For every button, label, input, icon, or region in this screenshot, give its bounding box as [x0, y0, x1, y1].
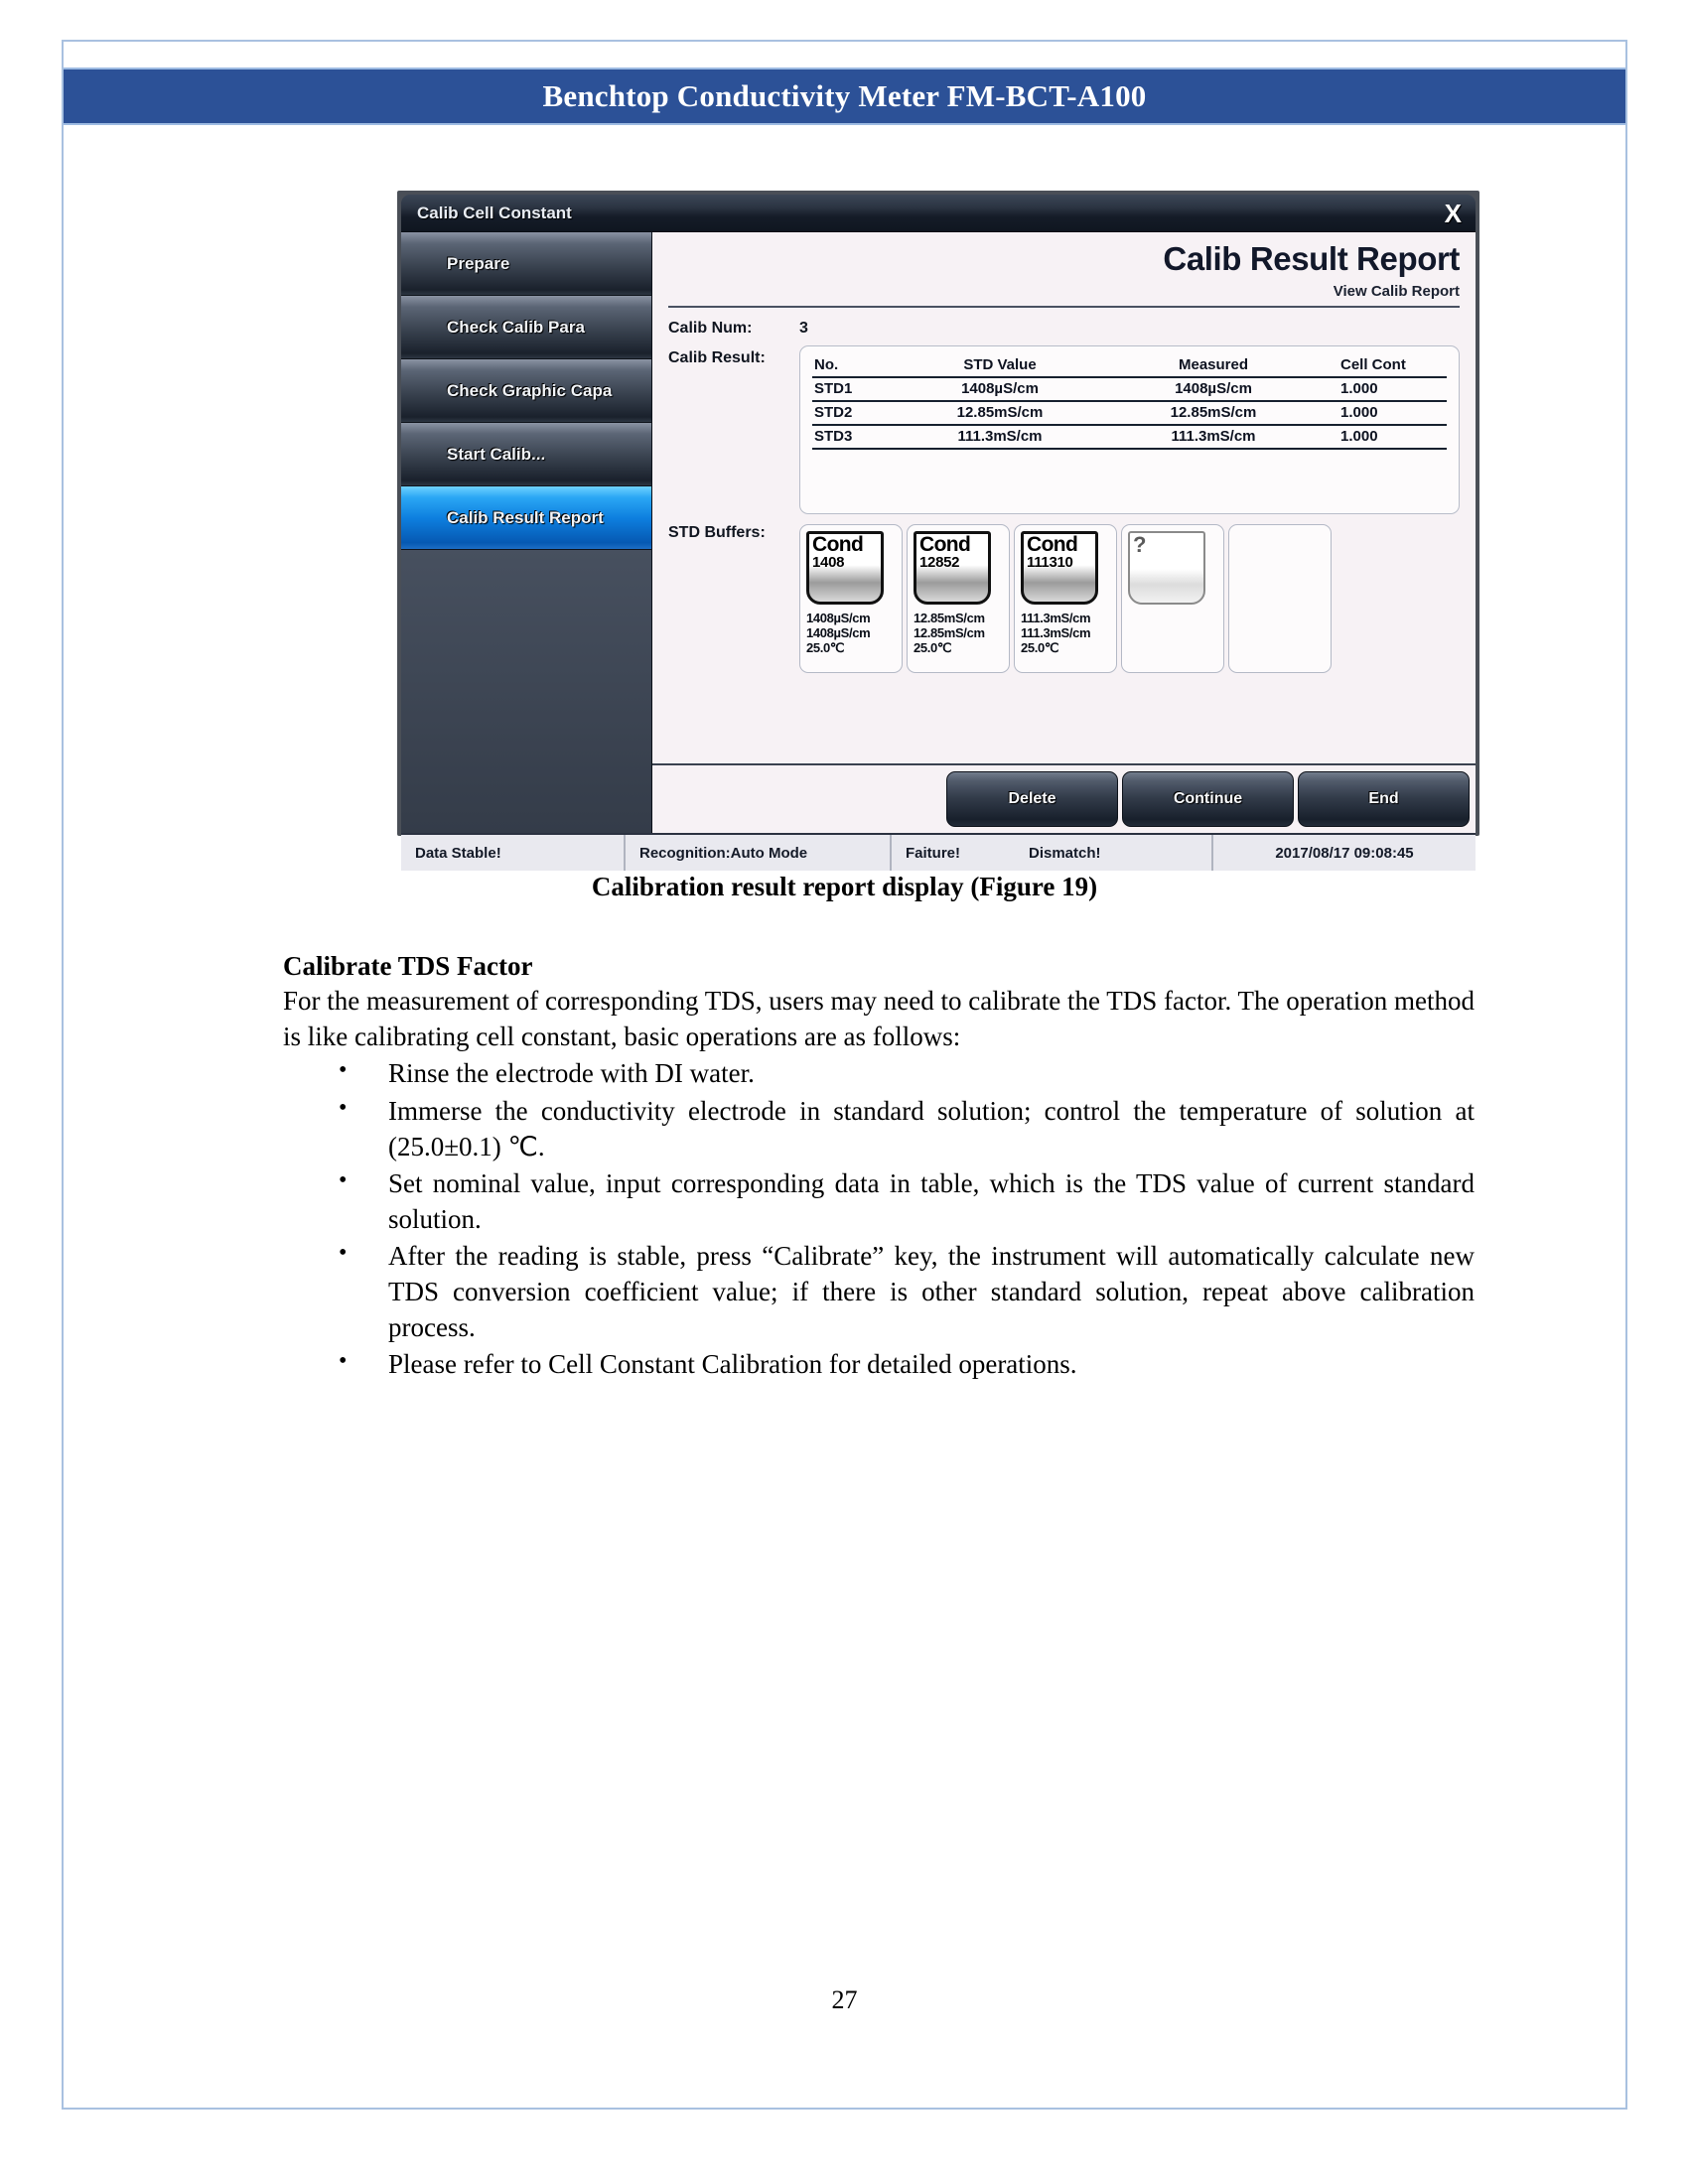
figure-caption: Calibration result report display (Figure 19)	[591, 872, 1098, 901]
sidebar-item-start-calib[interactable]	[401, 423, 651, 486]
sidebar-item-label: Start Calib...	[447, 444, 546, 464]
cell-std-value: 1408µS/cm	[896, 377, 1104, 401]
beaker-title: Cond	[812, 532, 864, 556]
cell-std-value: 12.85mS/cm	[896, 401, 1104, 425]
cell-cell-cont: 1.000	[1323, 377, 1447, 401]
page-title: Benchtop Conductivity Meter FM-BCT-A100	[542, 78, 1147, 113]
calib-result-table	[812, 354, 1447, 450]
intro-paragraph: For the measurement of corresponding TDS, users may need to calibrate the TDS factor. The operation method is like calibrating cell constant, basic operations are as follows:	[283, 986, 1475, 1051]
device-statusbar	[401, 833, 1476, 871]
buffer-temperature: 25.0℃	[1021, 640, 1059, 656]
close-icon[interactable]: X	[1444, 198, 1462, 228]
sidebar-item-label: Calib Result Report	[447, 507, 604, 527]
column-header-cell-cont: Cell Cont	[1323, 354, 1447, 377]
beaker-icon	[806, 531, 884, 605]
device-main-panel	[652, 232, 1476, 833]
buffer-std-value: 12.85mS/cm	[914, 610, 985, 625]
list-item: • After the reading is stable, press “Calibrate” key, the instrument will automatically calculate new TDS conversion coefficient value; if there is other standard solution, repeat above calibration process.	[339, 1239, 1475, 1345]
table-row	[812, 377, 1447, 401]
sidebar-item-prepare[interactable]	[401, 232, 651, 296]
status-timestamp: 2017/08/17 09:08:45	[1275, 844, 1414, 862]
buffer-measured-value: 111.3mS/cm	[1021, 624, 1091, 640]
device-main-content	[652, 232, 1476, 763]
beaker-icon	[1021, 531, 1098, 605]
table-row	[812, 425, 1447, 449]
column-header-measured: Measured	[1104, 354, 1323, 377]
instruction-list	[283, 1056, 1475, 1383]
device-screen	[401, 195, 1476, 862]
cell-measured: 111.3mS/cm	[1104, 425, 1323, 449]
table-row	[812, 401, 1447, 425]
device-screenshot-figure	[397, 191, 1479, 862]
continue-button[interactable]: Continue	[1122, 771, 1294, 827]
buffer-card-1[interactable]	[799, 524, 903, 673]
buffer-readings	[914, 611, 1004, 656]
buffer-std-value: 1408µS/cm	[806, 610, 871, 625]
list-item: • Rinse the electrode with DI water.	[339, 1056, 1475, 1092]
beaker-title: Cond	[1027, 532, 1078, 556]
buffer-temperature: 25.0℃	[914, 640, 952, 656]
sidebar-item-label: Check Graphic Capa	[447, 380, 613, 400]
status-recognition-mode: Recognition:Auto Mode	[626, 835, 892, 871]
action-button-bar	[652, 763, 1476, 833]
device-titlebar-text: Calib Cell Constant	[417, 203, 572, 222]
section-heading: Calibrate TDS Factor	[283, 951, 533, 981]
table-header-row	[812, 354, 1447, 377]
sidebar-item-label: Prepare	[447, 253, 510, 273]
buffer-readings	[806, 611, 897, 656]
cell-measured: 12.85mS/cm	[1104, 401, 1323, 425]
question-mark-icon: ?	[1133, 531, 1147, 557]
calib-result-label: Calib Result:	[668, 348, 766, 366]
sidebar-filler	[401, 550, 651, 833]
column-header-no: No.	[812, 354, 896, 377]
beaker-icon	[914, 531, 991, 605]
beaker-number: 12852	[919, 554, 960, 572]
beaker-number: 1408	[812, 554, 845, 572]
cell-cell-cont: 1.000	[1323, 425, 1447, 449]
document-body	[283, 951, 1475, 1383]
sidebar-item-check-calib-para[interactable]	[401, 296, 651, 359]
buffer-temperature: 25.0℃	[806, 640, 845, 656]
beaker-unknown-icon	[1128, 531, 1205, 605]
buffer-std-value: 111.3mS/cm	[1021, 610, 1091, 625]
delete-button[interactable]: Delete	[946, 771, 1118, 827]
buffer-card-5-empty[interactable]	[1228, 524, 1332, 673]
buffer-card-4-unknown[interactable]	[1121, 524, 1224, 673]
device-sidebar	[401, 232, 652, 833]
buffer-card-2[interactable]	[907, 524, 1010, 673]
std-buffers-label: STD Buffers:	[668, 523, 766, 541]
view-calib-report-link[interactable]: View Calib Report	[1333, 282, 1460, 300]
device-titlebar	[401, 195, 1476, 232]
report-title: Calib Result Report	[1163, 240, 1460, 277]
end-button[interactable]: End	[1298, 771, 1470, 827]
sidebar-item-label: Check Calib Para	[447, 317, 585, 337]
cell-cell-cont: 1.000	[1323, 401, 1447, 425]
cell-no: STD1	[812, 377, 896, 401]
list-item: • Please refer to Cell Constant Calibration for detailed operations.	[339, 1347, 1475, 1383]
beaker-title: Cond	[919, 532, 971, 556]
header-divider	[668, 306, 1460, 308]
cell-std-value: 111.3mS/cm	[896, 425, 1104, 449]
column-header-std-value: STD Value	[896, 354, 1104, 377]
calib-num-row	[668, 320, 1460, 338]
sidebar-item-check-graphic-capa[interactable]	[401, 359, 651, 423]
beaker-number: 111310	[1027, 554, 1073, 572]
status-dismatch: Dismatch!	[1015, 835, 1213, 871]
sidebar-item-calib-result-report[interactable]	[401, 486, 651, 550]
buffer-card-3[interactable]	[1014, 524, 1117, 673]
table-empty-space	[812, 450, 1447, 501]
list-item: • Set nominal value, input corresponding data in table, which is the TDS value of current standard solution.	[339, 1166, 1475, 1237]
std-buffers-strip	[799, 524, 1332, 673]
status-failure: Faiture!	[906, 844, 961, 862]
cell-no: STD2	[812, 401, 896, 425]
cell-measured: 1408µS/cm	[1104, 377, 1323, 401]
document-header-band	[64, 68, 1625, 125]
buffer-measured-value: 12.85mS/cm	[914, 624, 985, 640]
calib-num-value: 3	[799, 319, 808, 337]
page-number: 27	[831, 1985, 858, 2014]
buffer-readings	[1021, 611, 1111, 656]
device-body	[401, 232, 1476, 833]
std-buffers-row	[668, 524, 1460, 673]
calib-result-row	[668, 349, 1460, 514]
cell-no: STD3	[812, 425, 896, 449]
status-data-stable: Data Stable!	[401, 835, 626, 871]
buffer-measured-value: 1408µS/cm	[806, 624, 871, 640]
list-item: • Immerse the conductivity electrode in standard solution; control the temperature of solution at (25.0±0.1) ℃.	[339, 1094, 1475, 1164]
calib-result-table-card	[799, 345, 1460, 514]
calib-num-label: Calib Num:	[668, 319, 753, 337]
